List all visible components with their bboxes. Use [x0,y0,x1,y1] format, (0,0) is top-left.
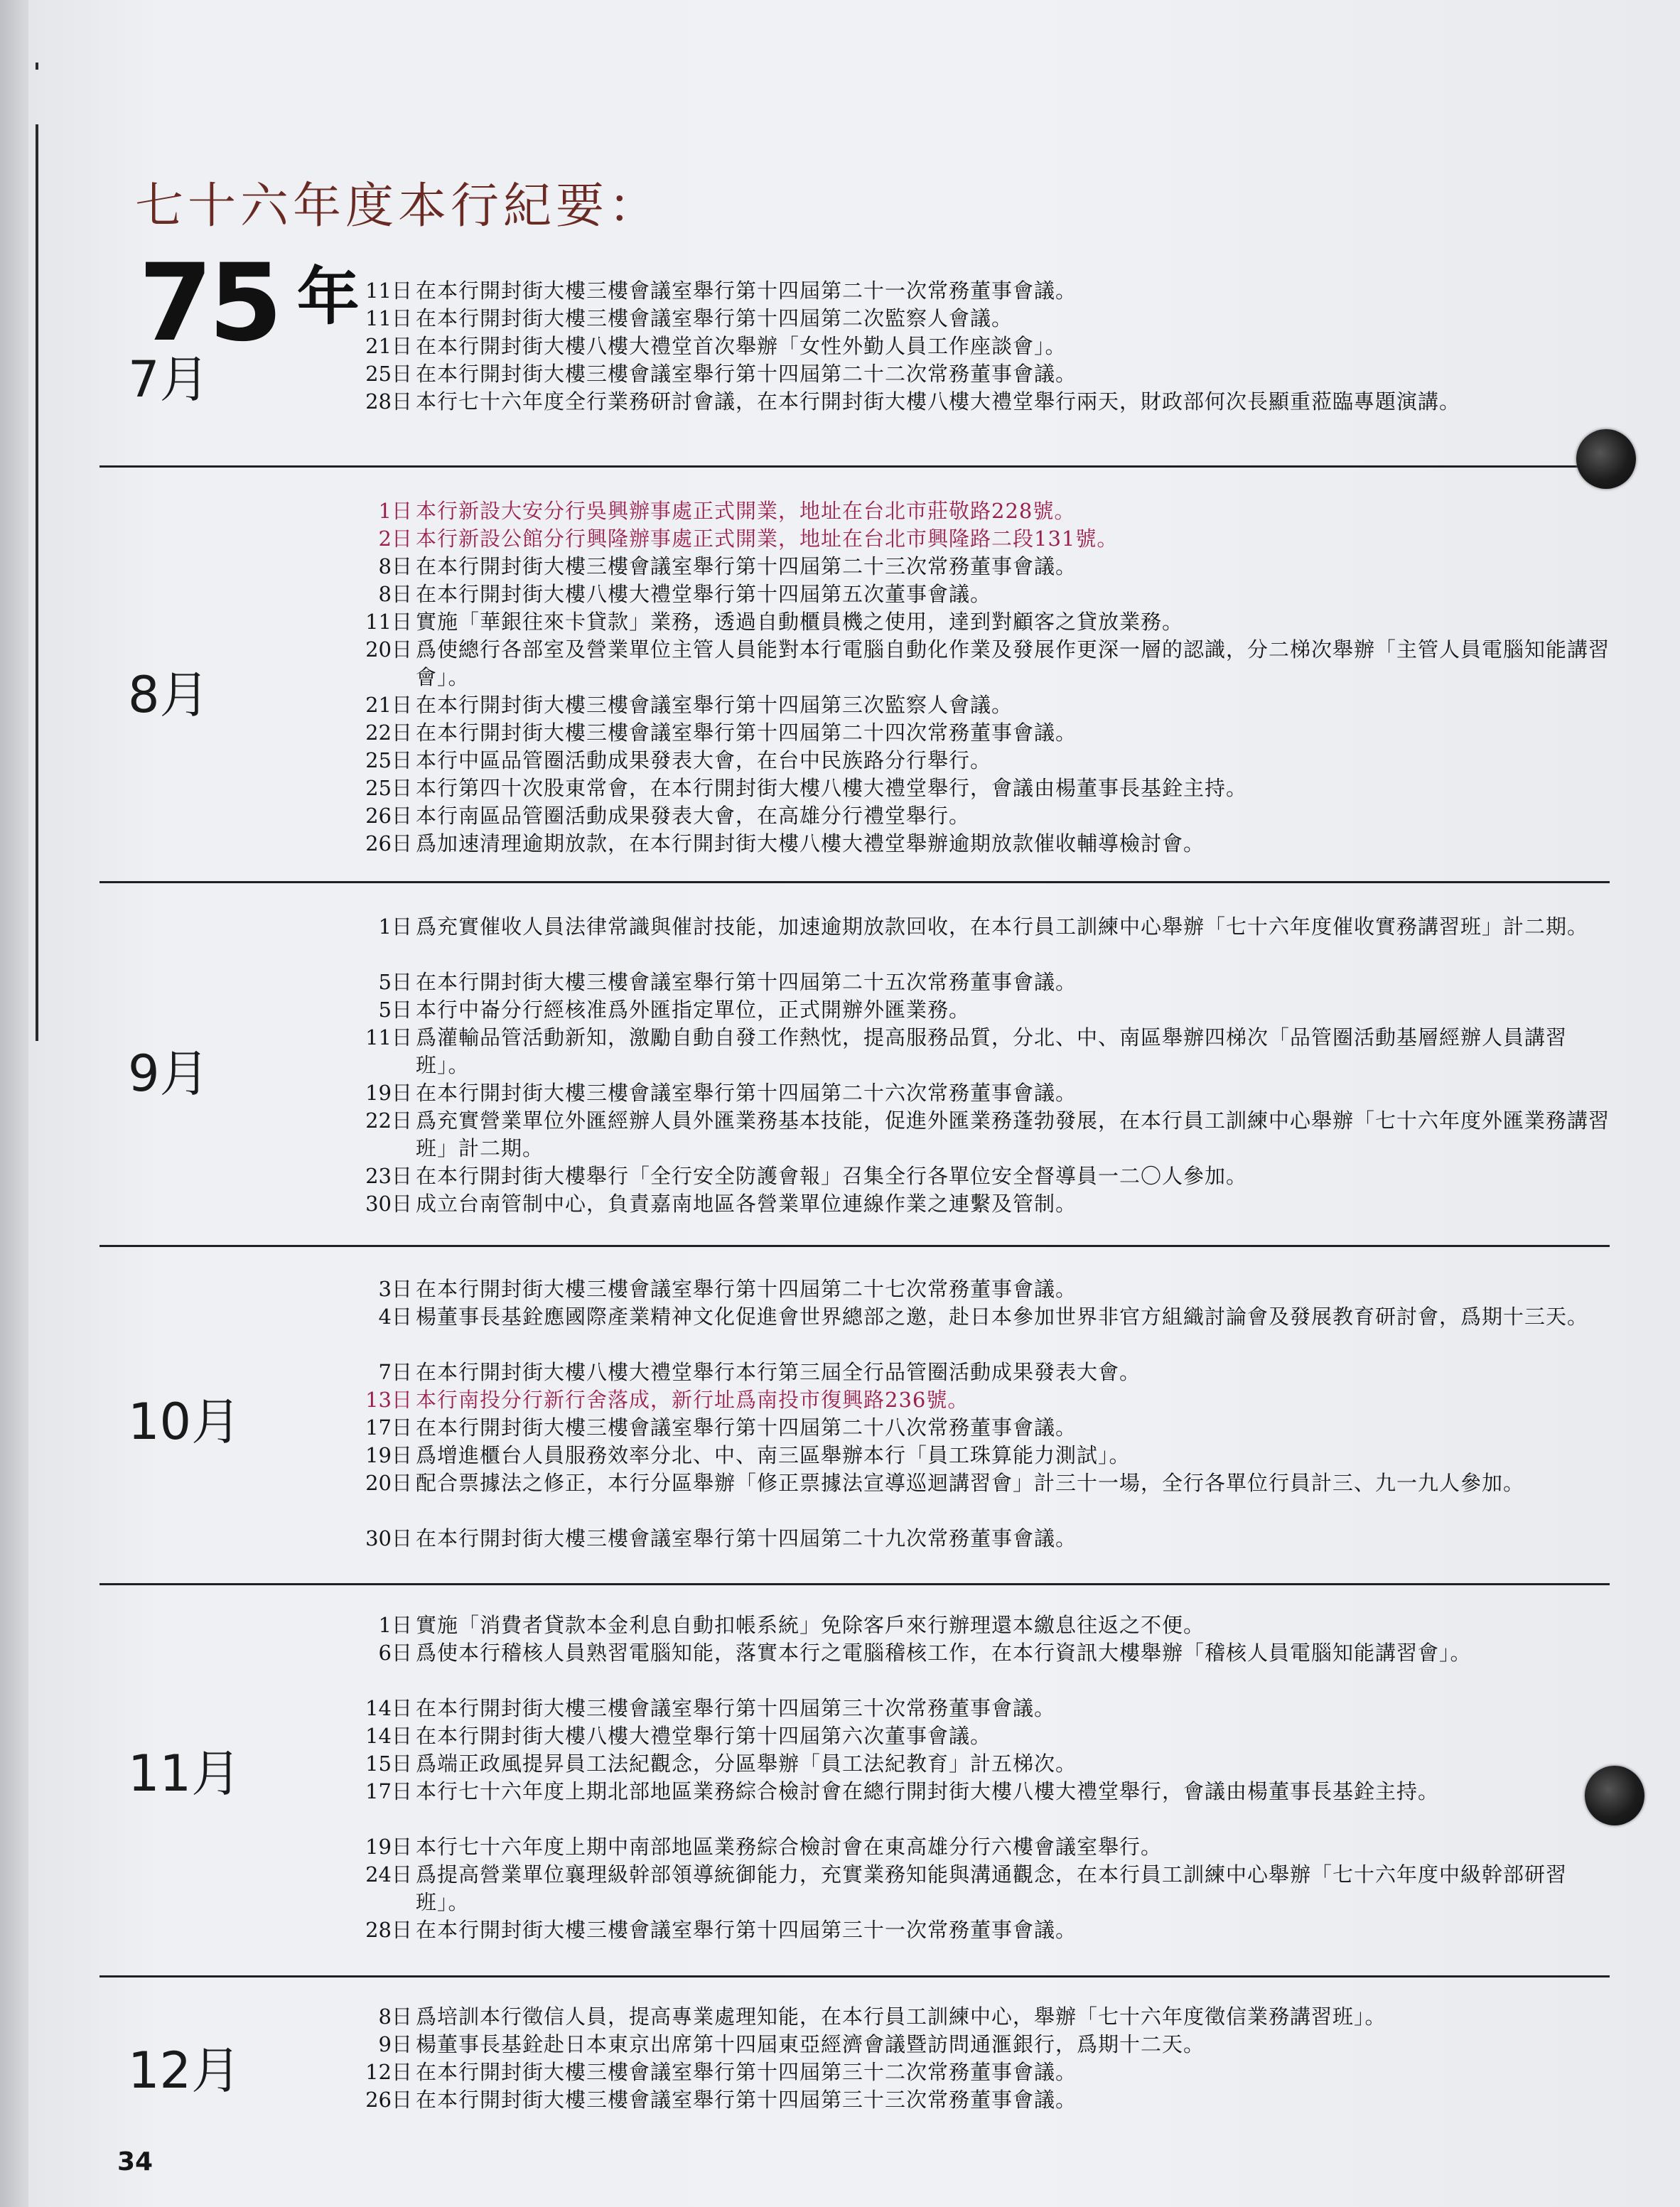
section-divider [99,465,1610,468]
entry-date: 28日 [365,1918,412,1942]
entry-date: 22日 [365,721,412,745]
entry-text: 在本行開封街大樓三樓會議室舉行第十四屆第二十八次常務董事會議。 [416,1415,1077,1440]
entry-date: 17日 [365,1415,412,1440]
section-divider [99,881,1610,883]
entry-date: 25日 [365,362,412,386]
entry-text: 爲充實催收人員法律常識與催討技能，加速逾期放款回收，在本行員工訓練中心舉辦「七十六年度催收實務講習班」計二期。 [416,914,1589,939]
entry-text: 在本行開封街大樓三樓會議室舉行第十四屆第二十九次常務董事會議。 [416,1526,1077,1550]
entry-text: 在本行開封街大樓三樓會議室舉行第十四屆第三十一次常務董事會議。 [416,1918,1077,1942]
entry-text: 在本行開封街大樓三樓會議室舉行第十四屆第二十七次常務董事會議。 [416,1277,1077,1301]
entry-date: 11日 [365,279,412,303]
entry-date: 22日 [365,1108,412,1133]
month-label-september: 9月 [128,1045,210,1103]
entry-text: 在本行開封街大樓三樓會議室舉行第十四屆第二次監察人會議。 [416,306,1013,330]
entry-date: 26日 [365,831,412,856]
entry-text: 在本行開封街大樓三樓會議室舉行第十四屆第二十五次常務董事會議。 [416,970,1077,994]
entry-text: 在本行開封街大樓舉行「全行安全防護會報」召集全行各單位安全督導員一二〇人參加。 [416,1164,1248,1188]
entry-date: 28日 [365,389,412,414]
entry-text: 在本行開封街大樓三樓會議室舉行第十四屆第三十三次常務董事會議。 [416,2088,1077,2112]
entry-date: 1日 [378,1613,412,1637]
entry-date: 19日 [365,1081,412,1105]
entry-text: 在本行開封街大樓三樓會議室舉行第十四屆第二十一次常務董事會議。 [416,279,1077,303]
entry-text: 在本行開封街大樓三樓會議室舉行第十四屆第二十三次常務董事會議。 [416,554,1077,578]
document-page [28,0,1680,2207]
binder-hole-bottom [1585,1766,1644,1825]
entry-date: 13日 [365,1388,412,1412]
entry-text: 爲使本行稽核人員熟習電腦知能，落實本行之電腦稽核工作，在本行資訊大樓舉辦「稽核人員電腦知能講習會」。 [416,1641,1472,1665]
entry-text: 爲灌輸品管活動新知，激勵自動自發工作熱忱，提高服務品質，分北、中、南區舉辦四梯次「品管圈活動基層經辦人員講習班」。 [416,1025,1568,1077]
entry-text: 本行中崙分行經核准爲外匯指定單位，正式開辦外匯業務。 [416,998,971,1022]
page-title: 七十六年度本行紀要： [135,178,662,234]
page-binding-edge [0,0,28,2207]
entry-text: 在本行開封街大樓三樓會議室舉行第十四屆第三十二次常務董事會議。 [416,2060,1077,2084]
entry-date: 17日 [365,1779,412,1803]
entry-date: 3日 [378,1277,412,1301]
entry-date: 25日 [365,748,412,772]
entry-date: 30日 [365,1526,412,1550]
entry-text: 在本行開封街大樓三樓會議室舉行第十四屆第三次監察人會議。 [416,693,1013,717]
entry-date: 26日 [365,2088,412,2112]
entry-date: 6日 [378,1641,412,1665]
entry-date: 14日 [365,1724,412,1748]
entry-date: 8日 [378,554,412,578]
entry-date: 7日 [378,1360,412,1384]
entry-text: 本行南區品管圈活動成果發表大會，在高雄分行禮堂舉行。 [416,804,971,828]
entry-date: 26日 [365,804,412,828]
margin-tick [36,63,38,70]
month-label-october: 10月 [128,1393,242,1451]
entry-date: 8日 [378,582,412,606]
entry-text: 在本行開封街大樓三樓會議室舉行第十四屆第三十次常務董事會議。 [416,1696,1056,1720]
entry-text: 在本行開封街大樓三樓會議室舉行第十四屆第二十二次常務董事會議。 [416,362,1077,386]
entry-date: 30日 [365,1192,412,1216]
entry-date: 19日 [365,1443,412,1467]
entry-text: 爲充實營業單位外匯經辦人員外匯業務基本技能，促進外匯業務蓬勃發展，在本行員工訓練中心舉辦「七十六年度外匯業務講習班」計二期。 [416,1108,1610,1160]
entry-text: 本行中區品管圈活動成果發表大會，在台中民族路分行舉行。 [416,748,992,772]
entry-text: 爲增進櫃台人員服務效率分北、中、南三區舉辦本行「員工珠算能力測試」。 [416,1443,1131,1467]
entry-text: 爲使總行各部室及營業單位主管人員能對本行電腦自動化作業及發展作更深一層的認識，分二梯次舉辦「主管人員電腦知能講習會」。 [416,637,1610,689]
year-number: 75 [139,242,279,365]
entry-text: 本行第四十次股東常會，在本行開封街大樓八樓大禮堂舉行，會議由楊董事長基銓主持。 [416,776,1248,800]
entry-date: 5日 [378,970,412,994]
entry-date: 11日 [365,306,412,330]
entry-date: 20日 [365,1471,412,1495]
entry-date: 9日 [378,2032,412,2056]
entry-date: 8日 [378,2004,412,2029]
entry-text: 在本行開封街大樓三樓會議室舉行第十四屆第二十六次常務董事會議。 [416,1081,1077,1105]
month-label-august: 8月 [128,666,210,724]
entry-text: 爲加速清理逾期放款，在本行開封街大樓八樓大禮堂舉辦逾期放款催收輔導檢討會。 [416,831,1205,856]
entry-text: 楊董事長基銓赴日本東京出席第十四屆東亞經濟會議暨訪問通滙銀行，爲期十二天。 [416,2032,1205,2056]
entry-text: 本行新設公館分行興隆辦事處正式開業，地址在台北市興隆路二段131號。 [416,527,1119,551]
page-number: 34 [117,2147,154,2176]
entry-date: 11日 [365,1025,412,1049]
month-label-july: 7月 [128,350,210,409]
entry-text: 楊董事長基銓應國際產業精神文化促進會世界總部之邀，赴日本參加世界非官方組織討論會及發展教育研討會，爲期十三天。 [416,1305,1589,1329]
entry-text: 本行新設大安分行吳興辦事處正式開業，地址在台北市莊敬路228號。 [416,499,1076,523]
section-divider [99,1245,1610,1247]
entry-text: 配合票據法之修正，本行分區舉辦「修正票據法宣導巡迴講習會」計三十一場，全行各單位行員計三、九一九人參加。 [416,1471,1525,1495]
section-divider [99,1583,1610,1585]
entry-text: 在本行開封街大樓八樓大禮堂舉行第十四屆第五次董事會議。 [416,582,992,606]
entry-date: 24日 [365,1862,412,1887]
entry-date: 2日 [378,527,412,551]
month-label-december: 12月 [128,2041,242,2100]
entry-date: 5日 [378,998,412,1022]
entry-text: 爲端正政風提昇員工法紀觀念，分區舉辦「員工法紀教育」計五梯次。 [416,1752,1077,1776]
month-label-november: 11月 [128,1744,242,1803]
entry-date: 23日 [365,1164,412,1188]
entry-text: 在本行開封街大樓三樓會議室舉行第十四屆第二十四次常務董事會議。 [416,721,1077,745]
entry-text: 在本行開封街大樓八樓大禮堂首次舉辦「女性外勤人員工作座談會」。 [416,334,1067,358]
margin-rule [36,124,38,1041]
entry-date: 14日 [365,1696,412,1720]
binder-hole-top [1576,429,1636,489]
entry-date: 11日 [365,610,412,634]
entry-text: 實施「華銀往來卡貸款」業務，透過自動櫃員機之使用，達到對顧客之貸放業務。 [416,610,1184,634]
entry-date: 21日 [365,334,412,358]
entry-text: 本行七十六年度上期中南部地區業務綜合檢討會在東高雄分行六樓會議室舉行。 [416,1835,1163,1859]
entry-date: 1日 [378,499,412,523]
entry-date: 20日 [365,637,412,662]
entry-date: 15日 [365,1752,412,1776]
entry-date: 4日 [378,1305,412,1329]
entry-date: 19日 [365,1835,412,1859]
entry-text: 在本行開封街大樓八樓大禮堂舉行第十四屆第六次董事會議。 [416,1724,992,1748]
entry-text: 本行七十六年度上期北部地區業務綜合檢討會在總行開封街大樓八樓大禮堂舉行，會議由楊董事長基銓主持。 [416,1779,1440,1803]
entry-text: 本行南投分行新行舍落成，新行址爲南投市復興路236號。 [416,1388,969,1412]
entry-text: 本行七十六年度全行業務研討會議，在本行開封街大樓八樓大禮堂舉行兩天，財政部何次長顯重蒞臨專題演講。 [416,389,1461,414]
entry-text: 成立台南管制中心，負責嘉南地區各營業單位連線作業之連繫及管制。 [416,1192,1077,1216]
year-unit: 年 [296,260,360,333]
entry-text: 在本行開封街大樓八樓大禮堂舉行本行第三屆全行品管圈活動成果發表大會。 [416,1360,1141,1384]
entry-text: 爲提高營業單位襄理級幹部領導統御能力，充實業務知能與溝通觀念，在本行員工訓練中心舉辦「七十六年度中級幹部研習班」。 [416,1862,1568,1914]
entry-date: 12日 [365,2060,412,2084]
entry-date: 21日 [365,693,412,717]
section-divider [99,1975,1610,1977]
entry-date: 1日 [378,914,412,939]
entry-text: 實施「消費者貸款本金利息自動扣帳系統」免除客戶來行辦理還本繳息往返之不便。 [416,1613,1205,1637]
entry-date: 25日 [365,776,412,800]
entry-text: 爲培訓本行徵信人員，提高專業處理知能，在本行員工訓練中心，舉辦「七十六年度徵信業務講習班」。 [416,2004,1386,2029]
